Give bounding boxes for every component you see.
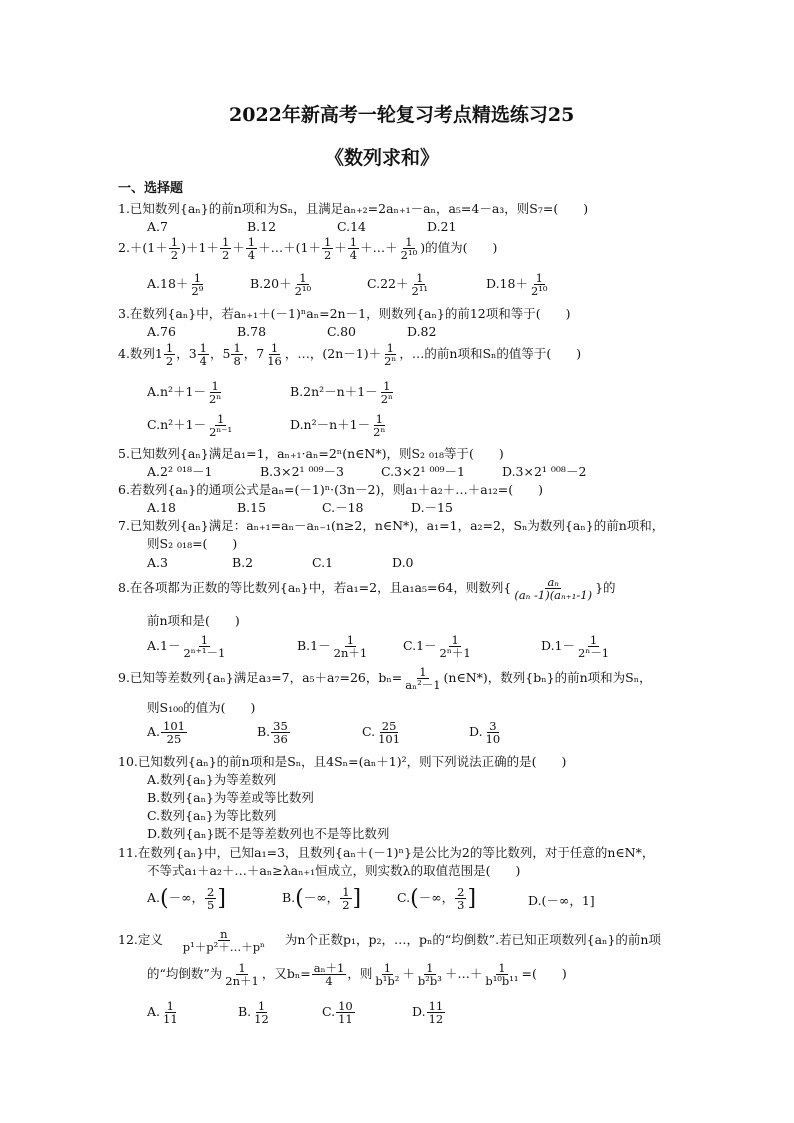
math-text: ，又bₙ= — [261, 966, 311, 982]
math-text: p¹＋p²＋…＋pⁿ — [182, 940, 266, 955]
math-text: 101 — [378, 732, 401, 747]
math-text: －∞， — [418, 890, 455, 906]
math-text: 1 — [383, 961, 392, 975]
math-text: 2¹⁰ — [400, 248, 418, 263]
q11-option-b — [282, 886, 361, 911]
math-text: 25 — [166, 732, 182, 747]
math-text: －∞， — [168, 890, 205, 906]
math-text: D.18＋ — [486, 276, 528, 292]
math-text: A.18＋ — [147, 276, 189, 292]
fraction — [410, 272, 431, 297]
q2-stem — [118, 236, 497, 261]
math-text: B. — [238, 1004, 252, 1020]
math-text: ，7 — [243, 346, 265, 362]
math-text: 4 — [325, 974, 333, 989]
fraction — [265, 342, 284, 367]
math-text: 1 — [349, 235, 358, 249]
fraction — [373, 962, 401, 987]
fraction — [207, 413, 234, 438]
bracket: ] — [352, 885, 362, 911]
fraction — [340, 886, 351, 911]
math-text: ，3 — [176, 346, 197, 362]
bracket: ( — [295, 885, 304, 911]
math-text: n — [220, 927, 228, 941]
q2-option-b — [250, 272, 314, 297]
q12-frac — [164, 928, 284, 953]
math-text: aₙ²－1 — [405, 678, 441, 693]
math-text: 2ⁿ — [373, 425, 386, 440]
q6-stem: 6.若数列{aₙ}的通项公式是aₙ=(－1)ⁿ·(3n－2)，则a₁＋a₂＋…＋a₁₂=( ) — [118, 482, 543, 497]
math-text: 2ⁿ＋1 — [439, 646, 471, 661]
q5-option-d: D.3×2¹ ⁰⁰⁸－2 — [502, 464, 587, 479]
q8-stem — [118, 576, 616, 601]
q2-frac1 — [169, 236, 180, 261]
fraction — [382, 342, 398, 367]
math-text: 1 — [238, 961, 246, 975]
math-text: 11 — [338, 1012, 353, 1027]
math-text: 3 — [489, 719, 497, 733]
fraction — [371, 413, 387, 438]
q5-option-a: A.2² ⁰¹⁸－1 — [147, 464, 213, 479]
math-text: 2¹⁰ — [530, 284, 548, 299]
q7-stem: 7.已知数列{aₙ}满足：aₙ₊₁=aₙ－aₙ₋₁(n≥2，n∈N*)，a₁=1，a₂=2，Sₙ为数列{aₙ}的前n项和， — [118, 518, 665, 533]
math-text: C.n²＋1－ — [147, 417, 207, 433]
math-text: 1 — [270, 341, 279, 355]
q12-stem — [118, 928, 661, 953]
math-text: 11 — [428, 999, 444, 1013]
q11-option-a — [147, 886, 226, 911]
fraction — [312, 962, 347, 987]
q8-option-a — [147, 634, 228, 659]
math-text: 16 — [267, 354, 282, 369]
math-text: B.20＋ — [250, 276, 292, 292]
math-text: 2ⁿ－1 — [578, 646, 610, 661]
fraction — [529, 272, 550, 297]
math-text: 2 — [170, 248, 179, 263]
math-text: C. — [362, 724, 376, 740]
q9-option-c — [362, 720, 403, 745]
fraction — [198, 342, 209, 367]
math-text: A. — [147, 724, 161, 740]
math-text: }的 — [595, 580, 616, 596]
q2-text: ＋…＋(1＋ — [258, 240, 321, 256]
q2-text: ＋ — [232, 240, 245, 256]
math-text: 9.已知等差数列{aₙ}满足a₃=7，a₅＋a₇=26，bₙ= — [118, 670, 403, 686]
math-text: 1 — [342, 885, 350, 899]
math-text: 4 — [349, 248, 358, 263]
fraction — [161, 1000, 180, 1025]
fraction — [455, 886, 466, 911]
math-text: B.2n²－n＋1－ — [290, 384, 378, 400]
math-text: 2¹⁰ — [294, 284, 312, 299]
q7-option-b: B.2 — [232, 555, 254, 570]
math-text: C.22＋ — [367, 276, 409, 292]
math-text: b¹⁰b¹¹ — [485, 974, 519, 989]
math-text: B. — [282, 890, 296, 906]
math-text: 2 — [207, 885, 215, 899]
q11-option-c — [397, 886, 476, 911]
fraction — [336, 1000, 355, 1025]
fraction — [427, 1000, 446, 1025]
q10-option-a: A.数列{aₙ}为等差数列 — [147, 772, 277, 787]
fraction — [293, 272, 314, 297]
q1-stem: 1.已知数列{aₙ}的前n项和为Sₙ，且满足aₙ₊₂=2aₙ₊₁－aₙ，a₅=4－a₃，则S₇=( ) — [118, 201, 589, 216]
math-text: 10 — [485, 732, 501, 747]
fraction — [231, 342, 242, 367]
q3-option-a: A.76 — [147, 324, 176, 339]
math-text: 1 — [233, 341, 241, 355]
q5-option-c: C.3×2¹ ⁰⁰⁹－1 — [381, 464, 465, 479]
math-text: 2n＋1 — [225, 974, 259, 989]
q9-option-d — [469, 720, 503, 745]
math-text: 8 — [233, 354, 241, 369]
math-text: ＋…＋ — [444, 966, 483, 982]
math-text: C. — [397, 890, 411, 906]
math-text: 1 — [257, 999, 266, 1013]
q10-stem: 10.已知数列{aₙ}的前n项和是Sₙ，且4Sₙ=(aₙ＋1)²，则下列说法正确的是( ) — [118, 754, 567, 769]
q3-stem: 3.在数列{aₙ}中，若aₙ₊₁＋(－1)ⁿaₙ=2n－1，则数列{aₙ}的前12项和等于( ) — [118, 306, 571, 321]
math-text: 10 — [338, 999, 353, 1013]
math-text: 1 — [535, 271, 543, 285]
q7-stem-2: 则S₂ ₀₁₈=( ) — [147, 536, 238, 551]
math-text: 2 — [342, 898, 350, 913]
q1-option-c: C.14 — [337, 219, 366, 234]
q3-option-d: D.82 — [407, 324, 437, 339]
bracket: ] — [467, 885, 477, 911]
math-text: 1 — [323, 235, 332, 249]
math-text: 1 — [216, 412, 225, 426]
fraction — [164, 342, 175, 367]
math-text: 101 — [163, 719, 185, 733]
math-text: ，则 — [347, 966, 373, 982]
fraction — [438, 634, 473, 659]
math-text: 4.数列1 — [118, 346, 163, 362]
q2-text: ＋ — [334, 240, 347, 256]
math-text: 1 — [416, 271, 424, 285]
math-text: 1 — [170, 235, 179, 249]
q4-option-d — [290, 413, 388, 438]
math-text: B.1－ — [297, 638, 331, 654]
q1-option-b: B.12 — [247, 219, 277, 234]
math-text: b¹b² — [375, 974, 400, 989]
q10-option-c: C.数列{aₙ}为等比数列 — [147, 808, 277, 823]
math-text: 12 — [254, 1012, 269, 1027]
fraction — [181, 634, 227, 659]
q12-option-b — [238, 1000, 272, 1025]
fraction — [271, 720, 290, 745]
fraction — [379, 380, 395, 405]
q8-frac — [512, 576, 594, 601]
q2-option-d — [486, 272, 551, 297]
math-text: 4 — [199, 354, 207, 369]
fraction — [576, 634, 611, 659]
q8-option-b — [297, 634, 370, 659]
math-text: A. — [147, 890, 161, 906]
q2-text: )的值为( ) — [420, 240, 498, 256]
math-text: 1 — [299, 271, 307, 285]
q10-option-b: B.数列{aₙ}为等差或等比数列 — [147, 790, 314, 805]
q6-option-c: C.－18 — [322, 500, 364, 515]
math-text: b²b³ — [417, 974, 442, 989]
math-text: 1 — [211, 379, 219, 393]
math-text: 2 — [221, 248, 230, 263]
fraction — [483, 962, 520, 987]
math-text: ，5 — [210, 346, 231, 362]
q2-text: ＋…＋ — [360, 240, 398, 256]
q12-stem-2 — [147, 962, 567, 987]
math-text: 1 — [419, 665, 427, 679]
q6-option-a: A.18 — [147, 500, 176, 515]
math-text: =( ) — [521, 966, 567, 982]
q6-option-d: D.－15 — [411, 500, 453, 515]
math-text: 为n个正数p₁，p₂，…，pₙ的“均倒数”.若已知正项数列{aₙ}的前n项 — [284, 932, 661, 948]
fraction — [416, 962, 444, 987]
math-text: A.1－ — [147, 638, 181, 654]
math-text: 5 — [207, 898, 215, 913]
math-text: 2¹¹ — [411, 284, 429, 299]
q10-option-d: D.数列{aₙ}既不是等差数列也不是等比数列 — [147, 826, 390, 841]
math-text: 12.定义 — [118, 932, 163, 948]
math-text: 1 — [193, 271, 202, 285]
q4-option-b — [290, 380, 396, 405]
q3-option-c: C.80 — [327, 324, 356, 339]
math-text: 1 — [247, 235, 256, 249]
fraction — [252, 1000, 271, 1025]
math-text: (aₙ -1)(aₙ₊₁-1) — [514, 588, 593, 603]
q6-option-b: B.15 — [237, 500, 267, 515]
math-text: 2ⁿ — [209, 392, 222, 407]
q8-option-d — [541, 634, 612, 659]
math-text: 1 — [221, 235, 230, 249]
math-text: 1 — [200, 633, 209, 647]
math-text: ，…，(2n－1)＋ — [284, 346, 382, 362]
q2-frac5 — [348, 236, 359, 261]
q2-frac4 — [322, 236, 333, 261]
math-text: 4 — [247, 248, 256, 263]
math-text: －∞， — [303, 890, 340, 906]
q2-frac2 — [220, 236, 231, 261]
math-text: 1 — [498, 961, 506, 975]
q3-option-b: B.78 — [237, 324, 267, 339]
q12-option-d — [412, 1000, 446, 1025]
fraction — [332, 634, 370, 659]
math-text: 1 — [386, 341, 394, 355]
math-text: 1 — [166, 999, 174, 1013]
q4-stem — [118, 342, 581, 367]
math-text: A.n²＋1－ — [147, 384, 207, 400]
q9-option-b — [257, 720, 291, 745]
q5-stem: 5.已知数列{aₙ}满足a₁=1，aₙ₊₁·aₙ=2ⁿ(n∈N*)，则S₂ ₀₁₈等于( ) — [118, 446, 504, 461]
math-text: D. — [469, 724, 483, 740]
q9-stem-2: 则S₁₀₀的值为( ) — [147, 700, 256, 715]
math-text: 2 — [323, 248, 332, 263]
fraction — [205, 886, 216, 911]
math-text: 1 — [346, 633, 355, 647]
q11-option-d: D.(－∞，1] — [528, 893, 595, 908]
q9-stem — [118, 666, 652, 691]
fraction — [189, 272, 205, 297]
math-text: 35 — [273, 719, 288, 733]
q5-option-b: B.3×2¹ ⁰⁰⁹－3 — [260, 464, 345, 479]
q1-option-d: D.21 — [427, 219, 457, 234]
q2-frac3 — [246, 236, 257, 261]
q12-option-a — [147, 1000, 181, 1025]
math-text: 2 — [457, 885, 465, 899]
q7-option-c: C.1 — [312, 555, 334, 570]
math-text: aₙ＋1 — [313, 961, 345, 975]
page-subtitle: 《数列求和》 — [325, 147, 440, 169]
math-text: 12 — [428, 1012, 444, 1027]
math-text: 2ⁿ — [380, 392, 393, 407]
math-text: 1 — [589, 633, 598, 647]
math-text: D. — [412, 1004, 426, 1020]
bracket: ( — [160, 885, 169, 911]
math-text: 1 — [199, 341, 207, 355]
math-text: 11 — [163, 1012, 178, 1027]
q9-option-a — [147, 720, 188, 745]
q2-frac6 — [399, 236, 420, 261]
math-text: 8.在各项都为正数的等比数列{aₙ}中，若a₁=2，且a₁a₅=64，则数列{ — [118, 580, 512, 596]
q7-option-d: D.0 — [392, 555, 414, 570]
q4-option-a — [147, 380, 224, 405]
math-text: 36 — [273, 732, 288, 747]
q11-stem: 11.在数列{aₙ}中，已知a₁=3，且数列{aₙ＋(－1)ⁿ}是公比为2的等比数列，对于任意的n∈N*， — [118, 845, 655, 860]
math-text: ＋ — [402, 966, 415, 982]
math-text: 3 — [457, 898, 465, 913]
math-text: 2⁹ — [191, 284, 204, 299]
q2-text: 2.＋(1＋ — [118, 240, 168, 256]
math-text: D.1－ — [541, 638, 576, 654]
q8-stem-2: 前n项和是( ) — [147, 613, 240, 628]
math-text: 2ⁿ⁺¹－1 — [183, 646, 226, 661]
math-text: 1 — [383, 379, 391, 393]
q11-stem-2: 不等式a₁＋a₂＋…＋aₙ≥λaₙ₊₁恒成立，则实数λ的取值范围是( ) — [147, 863, 521, 878]
math-text: 1 — [451, 633, 459, 647]
math-text: C. — [322, 1004, 336, 1020]
math-text: B. — [257, 724, 271, 740]
page-title: 2022年新高考一轮复习考点精选练习25 — [229, 104, 575, 126]
q2-text: )＋1＋ — [181, 240, 219, 256]
q12-option-c — [322, 1000, 356, 1025]
math-text: 25 — [381, 719, 397, 733]
q2-option-a — [147, 272, 206, 297]
bracket: ( — [410, 885, 419, 911]
math-text: 2n＋1 — [333, 646, 368, 661]
math-text: 1 — [405, 235, 413, 249]
fraction — [161, 720, 187, 745]
bracket: ] — [217, 885, 226, 911]
math-text: ，…的前n项和Sₙ的值等于( ) — [399, 346, 582, 362]
fraction — [223, 962, 261, 987]
math-text: (n∈N*)，数列{bₙ}的前n项和为Sₙ， — [443, 670, 652, 686]
q9-frac — [403, 666, 442, 691]
math-text: 1 — [426, 961, 434, 975]
math-text: 的“均倒数”为 — [147, 966, 223, 982]
math-text: A. — [147, 1004, 161, 1020]
fraction — [376, 720, 402, 745]
q7-option-a: A.3 — [147, 555, 168, 570]
q8-option-c — [403, 634, 474, 659]
math-text: 2ⁿ⁻¹ — [209, 425, 233, 440]
fraction — [484, 720, 503, 745]
q4-option-c — [147, 413, 235, 438]
q1-option-a: A.7 — [147, 219, 168, 234]
section-heading: 一、选择题 — [118, 181, 184, 196]
math-text: C.1－ — [403, 638, 437, 654]
math-text: 1 — [165, 341, 174, 355]
math-text: 2ⁿ — [384, 354, 397, 369]
math-text: 2 — [165, 354, 174, 369]
fraction — [207, 380, 223, 405]
math-text: 1 — [375, 412, 383, 426]
q2-option-c — [367, 272, 431, 297]
math-text: aₙ — [547, 575, 559, 589]
math-text: D.n²－n＋1－ — [290, 417, 371, 433]
